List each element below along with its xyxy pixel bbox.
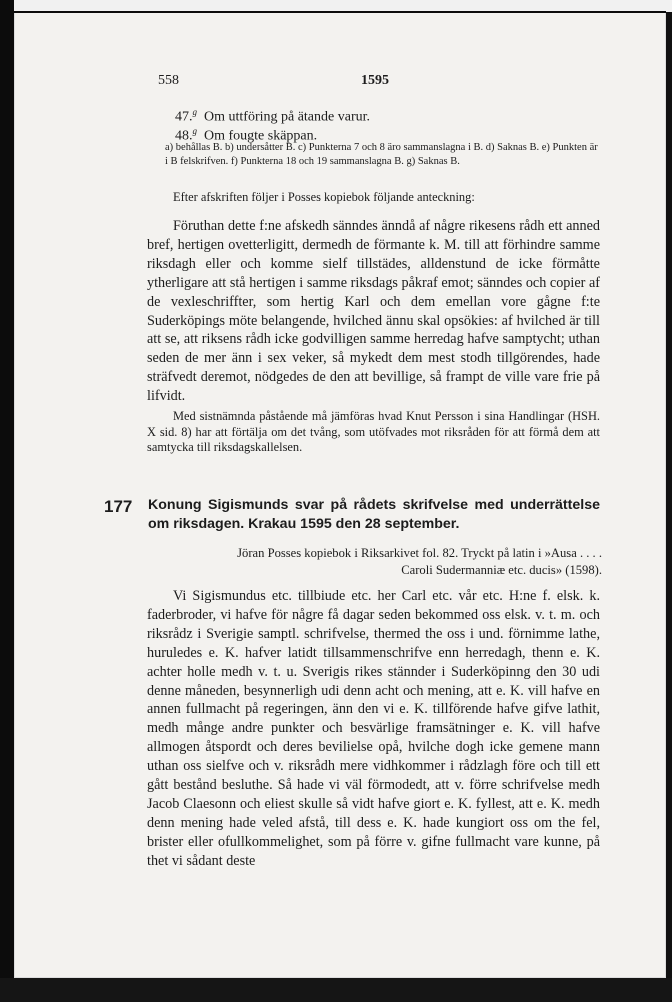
footnotes: a) behållas B. b) undersåtter B. c) Punkterna 7 och 8 äro sammanslagna i B. d) Saknas B. e) Punkten är i B felskrifven. f) Punkterna 18 och 19 sammanslagna B. g) Saknas B. (165, 142, 598, 167)
article-47: 47.$^g$ Om uttföring på ätande varur. (175, 107, 371, 125)
section-number: 177 (104, 497, 133, 516)
intro-line: Efter afskriften följer i Posses kopiebok följande anteckning: (173, 190, 475, 204)
comment-paragraph: Med sistnämnda påstående må jämföras hvad Knut Persson i sina Handlingar (HSH. X sid. 8) har att förtälja om det tvång, som utöfvades mot riksråden för att förmå dem att samtycka till riksdagskallelsen. (147, 409, 600, 455)
section-title: Konung Sigismunds svar på rådets skrifvelse med underrättelse om riksdagen. Krakau 1595 den 28 september. (148, 497, 600, 532)
scan-top-line (14, 11, 666, 13)
article-48: 48.$^g$ Om fougte skäppan. (175, 126, 318, 144)
scan-bottom-edge (0, 978, 672, 1002)
source-note: Jöran Posses kopiebok i Riksarkivet fol. 82. Tryckt på latin i »Ausa . . . . Caroli Sudermanniæ etc. ducis» (1598). (237, 546, 602, 577)
letter-paragraph: Vi Sigismundus etc. tillbiude etc. her Carl etc. vår etc. H:ne f. elsk. k. faderbroder, vi hafve för någre få dagar seden bekommed oss elsk. v. t. m. och riksrådz i Sverigie samptl. schrifvelse, thermed the oss i und. förnimme lathe, huruledes e. K. hafver latidt tillsammenschrifve enn herredagh, thenn e. K. achter holle medh v. t. u. Sverigis rikes stännder i Suderköpinng den 30 udi denne måneden, besynnerligh udi denn acht och mening, att e. K. vill hafve en annen fullmacht på regeringen, änn den vi e. K. tillförende hafve gifve lathit, medh månge andre punkter och besvärlige framsätninger e. K. vill hafve allmogen åtspordt och deres bevilielse opå, hvilche dogh icke gemene mann uthan oss sielfve och v. riksrådh mere vidhkommer i rådzlagh före och till ett gått bestånd besluthe. Så hade vi väl förmodedt, att v. förre schrifvelse medh Jacob Claesonn och eliest skulle så vidt hafve giort e. K. fyllest, att e. K. medh denn mening hade veled afstå, till dess e. K. hade kungiort oss om the fel, brister eller ofullkommelighet, som på förre v. gifne fullmacht vare kunne, på thet vi sådant deste (147, 588, 600, 869)
running-head-year: 1595 (361, 73, 389, 88)
note-paragraph: Föruthan dette f:ne afskedh sänndes änndå af någre rikesens rådh ett anned bref, hertigen ovetterligitt, dermedh de förmante k. M. till att förhindre samme riksdagh eller och komme sielf tillstädes, alldenstund de icke förmåtte ytherligare att stå hertigen i samme riksdags påkraf emot; sänndes och copier af de vexleschriffter, som hertig Karl och dem emellan vore gågne f:te Suderköpings möte belangende, hvilched ännu skal opsökies: af hvilched är till att se, att riksens rådh icke godvilligen samme herredag hafve samptycht; uthan seden de mer änn i sex veker, så mykedt dem mest stodh tillgörendes, hade sträfvedt deremot, nödgedes de den att bevillige, så frampt de ville vare frie på lifvidt. (147, 218, 600, 405)
scan-left-edge (0, 0, 14, 1002)
page-number: 558 (158, 73, 179, 88)
